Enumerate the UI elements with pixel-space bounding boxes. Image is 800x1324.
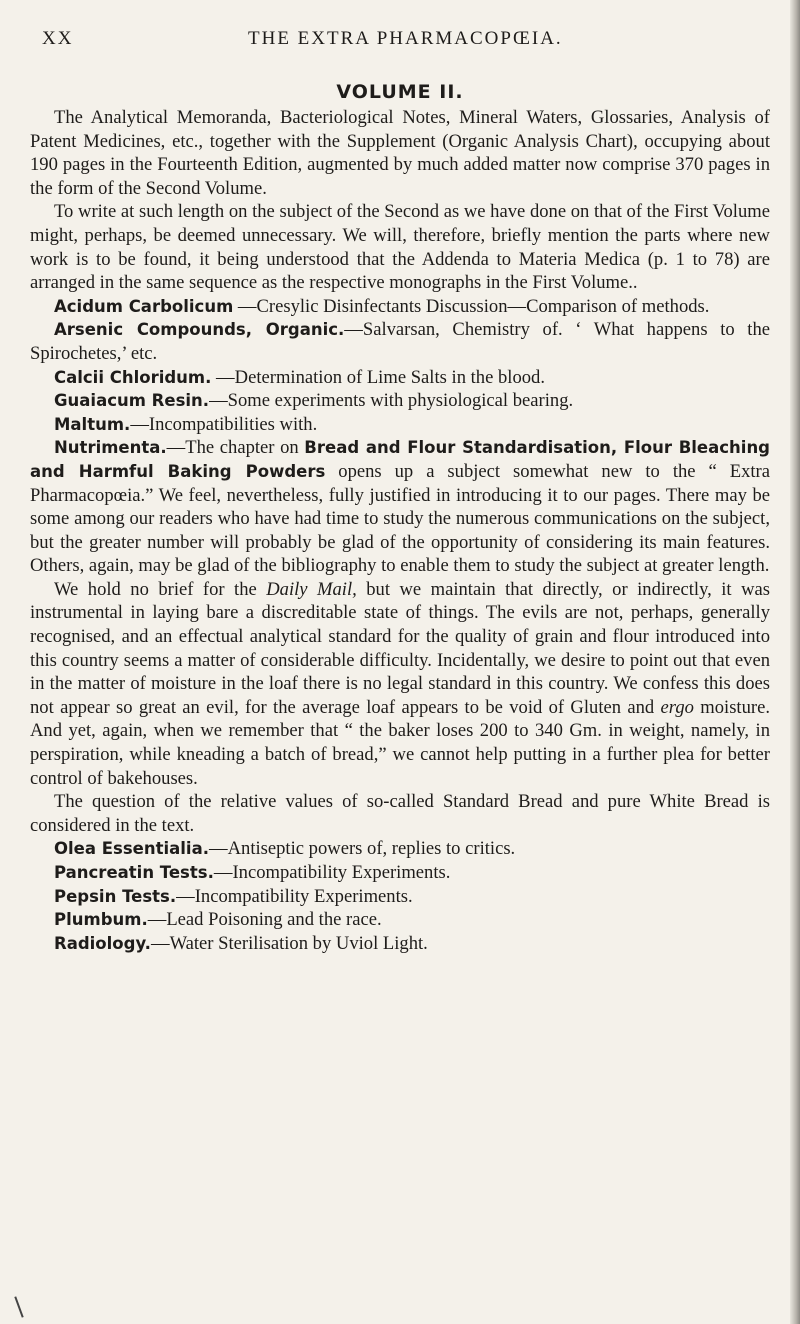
- entry-guaiacum-resin: [30, 389, 770, 413]
- entry-text-lead: —The chapter on: [166, 437, 305, 459]
- entry-term: Calcii Chloridum.: [54, 367, 212, 387]
- entry-plumbum: [30, 908, 770, 932]
- entry-text-rest: opens up a subject somewhat new to the “ Extra Pharmacopœia.” We feel, nevertheless, fully justified in introducing it to our pages. There may be some among our readers who have had time to study the numerous communications on the subject, but the greater number will probably be glad of the opportunity of considering its main features. Others, again, may be glad of the bibliography to enable them to study the subject at greater length.: [30, 460, 770, 577]
- scan-mark: [14, 1296, 23, 1317]
- entry-text: —Incompatibility Experiments.: [213, 862, 451, 883]
- ergo-italic: ergo: [660, 696, 694, 718]
- entry-text: —Salvarsan, Chemistry of. ‘ What happens to the Spirochetes,’ etc.: [30, 319, 770, 364]
- entry-pancreatin-tests: [30, 861, 770, 885]
- entry-term: Pancreatin Tests.: [54, 863, 214, 882]
- daily-mail-paragraph: [30, 578, 770, 790]
- entry-radiology: [30, 932, 770, 956]
- entry-nutrimenta: [30, 436, 770, 578]
- intro-paragraph-1: The Analytical Memoranda, Bacteriological Notes, Mineral Waters, Glossaries, Analysis of Patent Medicines, etc., together with the Supplement (Organic Analysis Chart), occupying about 190 pages in the Fourteenth Edition, augmented by much added matter now comprise 370 pages in the form of the Second Volume.: [30, 107, 770, 199]
- entry-text: —Water Sterilisation by Uviol Light.: [150, 932, 428, 954]
- intro-paragraph-2: To write at such length on the subject of the Second as we have done on that of the First Volume might, perhaps, be deemed unnecessary. We will, therefore, briefly mention the parts where new work is to be found, it being understood that the Addenda to Materia Medica (p. 1 to 78) are arranged in the same sequence as the respective monographs in the First Volume..: [30, 201, 770, 294]
- page-number: XX: [42, 28, 74, 49]
- entry-term: Nutrimenta.: [54, 438, 167, 458]
- running-title: THE EXTRA PHARMACOPŒIA.: [248, 28, 563, 49]
- entry-text: —Lead Poisoning and the race.: [147, 909, 382, 931]
- page-edge-shadow: [790, 0, 800, 1324]
- entry-text: —Cresylic Disinfectants Discussion—Comparison of methods.: [233, 295, 710, 317]
- paragraph-text: moisture. And yet, again, when we remember that “ the baker loses 200 to 340 Gm. in weight, namely, in perspiration, while kneading a batch of bread,” we cannot help putting in a further plea for better control of bakehouses.: [30, 696, 770, 789]
- entry-term: Guaiacum Resin.: [54, 391, 210, 411]
- bread-flour-heading-phrase: Bread and Flour Standardisation, Flour Bleaching and Harmful Baking Powders: [30, 438, 770, 481]
- entry-pepsin-tests: [30, 885, 770, 909]
- entry-calcii-chloridum: [30, 366, 770, 390]
- entry-text: —Incompatibility Experiments.: [176, 885, 413, 907]
- entry-text: —Antiseptic powers of, replies to critics.: [209, 838, 516, 860]
- entry-term: Plumbum.: [54, 910, 148, 930]
- page-body: [30, 80, 770, 955]
- entry-acidum-carbolicum: [30, 295, 770, 319]
- paragraph-text: We hold no brief for the: [54, 578, 267, 600]
- entry-olea-essentialia: [30, 837, 770, 861]
- entry-text: —Incompatibilities with.: [130, 413, 318, 435]
- paragraph-text: but we maintain that directly, or indirectly, it was instrumental in laying bare a discreditable state of things. The evils are not, perhaps, generally recognised, and an effectual analytical standard for the quality of grain and flour introduced into this country seems a matter of considerable difficulty. Incidentally, we desire to point out that even in the matter of moisture in the loaf there is no legal standard in this country. We confess this does not appear so great an evil, for the average loaf appears to be void of Gluten and: [30, 578, 770, 718]
- entry-term: Olea Essentialia.: [54, 839, 209, 859]
- entry-text: —Some experiments with physiological bearing.: [209, 390, 574, 412]
- entry-term: Pepsin Tests.: [54, 886, 177, 906]
- entry-term: Acidum Carbolicum: [54, 296, 234, 316]
- entry-term: Arsenic Compounds, Organic.: [54, 320, 345, 340]
- newspaper-title: Daily Mail,: [266, 578, 357, 600]
- entry-text: —Determination of Lime Salts in the blood.: [211, 366, 546, 388]
- section-heading: VOLUME II.: [336, 81, 464, 103]
- entry-maltum: [30, 413, 770, 437]
- entry-arsenic-compounds: [30, 318, 770, 365]
- standard-bread-paragraph: The question of the relative values of so-called Standard Bread and pure White Bread is considered in the text.: [30, 791, 770, 836]
- entry-term: Radiology.: [54, 933, 151, 953]
- entry-term: Maltum.: [54, 414, 131, 434]
